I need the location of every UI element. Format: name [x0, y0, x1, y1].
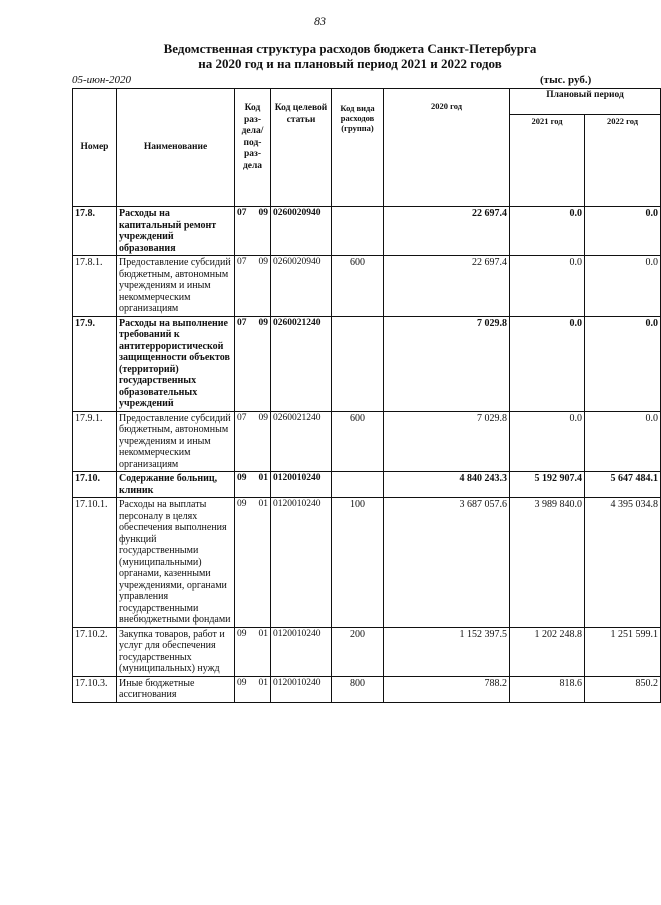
row-target-code: 0260021240 [271, 411, 332, 472]
row-razdel-code [235, 472, 271, 498]
row-number: 17.8.1. [73, 256, 117, 317]
razdel-code: 07 [237, 317, 247, 328]
row-amount-2022: 0.0 [585, 411, 661, 472]
razdel-code: 07 [237, 257, 247, 267]
row-number: 17.10.3. [73, 676, 117, 702]
table-row [73, 207, 661, 256]
title-line-2: на 2020 год и на плановый период 2021 и 2022 годов [198, 56, 502, 71]
razdel-code: 09 [237, 499, 247, 509]
row-amount-2020: 788.2 [384, 676, 510, 702]
header-2022: 2022 год [585, 115, 661, 207]
row-number: 17.10.1. [73, 498, 117, 628]
row-amount-2020: 1 152 397.5 [384, 627, 510, 676]
row-amount-2022: 1 251 599.1 [585, 627, 661, 676]
row-razdel-code [235, 256, 271, 317]
row-name: Расходы на выполнение требований к антитеррористической защищенности объектов (территорий) государственных образовательных учреждений [117, 316, 235, 411]
row-name: Предоставление субсидий бюджетным, автономным учреждениям и иным некоммерческим организациям [117, 411, 235, 472]
header-planned-period: Плановый период [510, 89, 661, 115]
row-amount-2021: 1 202 248.8 [510, 627, 585, 676]
podrazdel-code: 09 [258, 412, 268, 423]
budget-table [72, 88, 661, 703]
row-expense-type-code: 800 [332, 676, 384, 702]
row-amount-2022: 0.0 [585, 316, 661, 411]
row-name: Предоставление субсидий бюджетным, автономным учреждениям и иным некоммерческим организациям [117, 256, 235, 317]
row-amount-2020: 7 029.8 [384, 316, 510, 411]
row-name: Закупка товаров, работ и услуг для обеспечения государственных (муниципальных) нужд [117, 627, 235, 676]
table-row [73, 316, 661, 411]
row-amount-2021: 0.0 [510, 316, 585, 411]
row-target-code: 0260021240 [271, 316, 332, 411]
row-target-code: 0120010240 [271, 498, 332, 628]
row-amount-2021: 0.0 [510, 411, 585, 472]
table-row [73, 411, 661, 472]
row-name: Иные бюджетные ассигнования [117, 676, 235, 702]
table-row [73, 472, 661, 498]
document-title [100, 41, 600, 71]
header-razdel: Код раз-дела/ под-раз-дела [235, 89, 271, 207]
row-number: 17.10. [73, 472, 117, 498]
podrazdel-code: 01 [258, 499, 268, 509]
row-number: 17.9. [73, 316, 117, 411]
row-expense-type-code [332, 207, 384, 256]
row-expense-type-code: 600 [332, 411, 384, 472]
row-target-code: 0260020940 [271, 256, 332, 317]
podrazdel-code: 01 [258, 628, 268, 639]
row-razdel-code [235, 411, 271, 472]
row-target-code: 0260020940 [271, 207, 332, 256]
row-amount-2022: 0.0 [585, 256, 661, 317]
title-line-1: Ведомственная структура расходов бюджета Санкт-Петербурга [163, 41, 537, 56]
table-body [73, 207, 661, 703]
row-name: Расходы на капитальный ремонт учреждений образования [117, 207, 235, 256]
row-expense-type-code: 100 [332, 498, 384, 628]
header-csr: Код целевой статьи [271, 89, 332, 207]
podrazdel-code: 09 [258, 208, 268, 218]
row-amount-2022: 5 647 484.1 [585, 472, 661, 498]
page-number: 83 [314, 14, 326, 28]
razdel-code: 07 [237, 208, 247, 218]
podrazdel-code: 09 [258, 257, 268, 267]
header-2020: 2020 год [384, 89, 510, 207]
row-expense-type-code [332, 316, 384, 411]
header-number: Номер [73, 89, 117, 207]
row-razdel-code [235, 627, 271, 676]
row-razdel-code [235, 498, 271, 628]
row-expense-type-code: 200 [332, 627, 384, 676]
row-expense-type-code: 600 [332, 256, 384, 317]
row-target-code: 0120010240 [271, 472, 332, 498]
row-expense-type-code [332, 472, 384, 498]
row-number: 17.8. [73, 207, 117, 256]
row-amount-2021: 3 989 840.0 [510, 498, 585, 628]
row-amount-2021: 0.0 [510, 256, 585, 317]
podrazdel-code: 01 [258, 677, 268, 688]
table-row [73, 498, 661, 628]
row-number: 17.10.2. [73, 627, 117, 676]
header-2021: 2021 год [510, 115, 585, 207]
row-amount-2020: 22 697.4 [384, 207, 510, 256]
row-razdel-code [235, 207, 271, 256]
row-amount-2021: 0.0 [510, 207, 585, 256]
row-razdel-code [235, 316, 271, 411]
header-name: Наименование [117, 89, 235, 207]
row-amount-2022: 4 395 034.8 [585, 498, 661, 628]
table-row [73, 676, 661, 702]
row-name: Расходы на выплаты персоналу в целях обеспечения выполнения функций государственными (муниципальными) органами, казенными учреждениями, органами управления государственными внебюджетными фондами [117, 498, 235, 628]
row-amount-2021: 5 192 907.4 [510, 472, 585, 498]
units-label: (тыс. руб.) [540, 74, 592, 86]
razdel-code: 09 [237, 677, 247, 688]
table-row [73, 627, 661, 676]
row-number: 17.9.1. [73, 411, 117, 472]
row-amount-2020: 3 687 057.6 [384, 498, 510, 628]
header-vr: Код вида расходов (группа) [332, 89, 384, 207]
row-razdel-code [235, 676, 271, 702]
table-row [73, 256, 661, 317]
row-name: Содержание больниц, клиник [117, 472, 235, 498]
podrazdel-code: 09 [258, 317, 268, 328]
razdel-code: 09 [237, 628, 247, 639]
razdel-code: 09 [237, 473, 247, 483]
row-amount-2022: 850.2 [585, 676, 661, 702]
row-amount-2022: 0.0 [585, 207, 661, 256]
row-amount-2020: 7 029.8 [384, 411, 510, 472]
podrazdel-code: 01 [258, 473, 268, 483]
row-amount-2021: 818.6 [510, 676, 585, 702]
row-target-code: 0120010240 [271, 627, 332, 676]
row-amount-2020: 22 697.4 [384, 256, 510, 317]
razdel-code: 07 [237, 412, 247, 423]
row-target-code: 0120010240 [271, 676, 332, 702]
row-amount-2020: 4 840 243.3 [384, 472, 510, 498]
document-date: 05-июн-2020 [72, 74, 132, 86]
